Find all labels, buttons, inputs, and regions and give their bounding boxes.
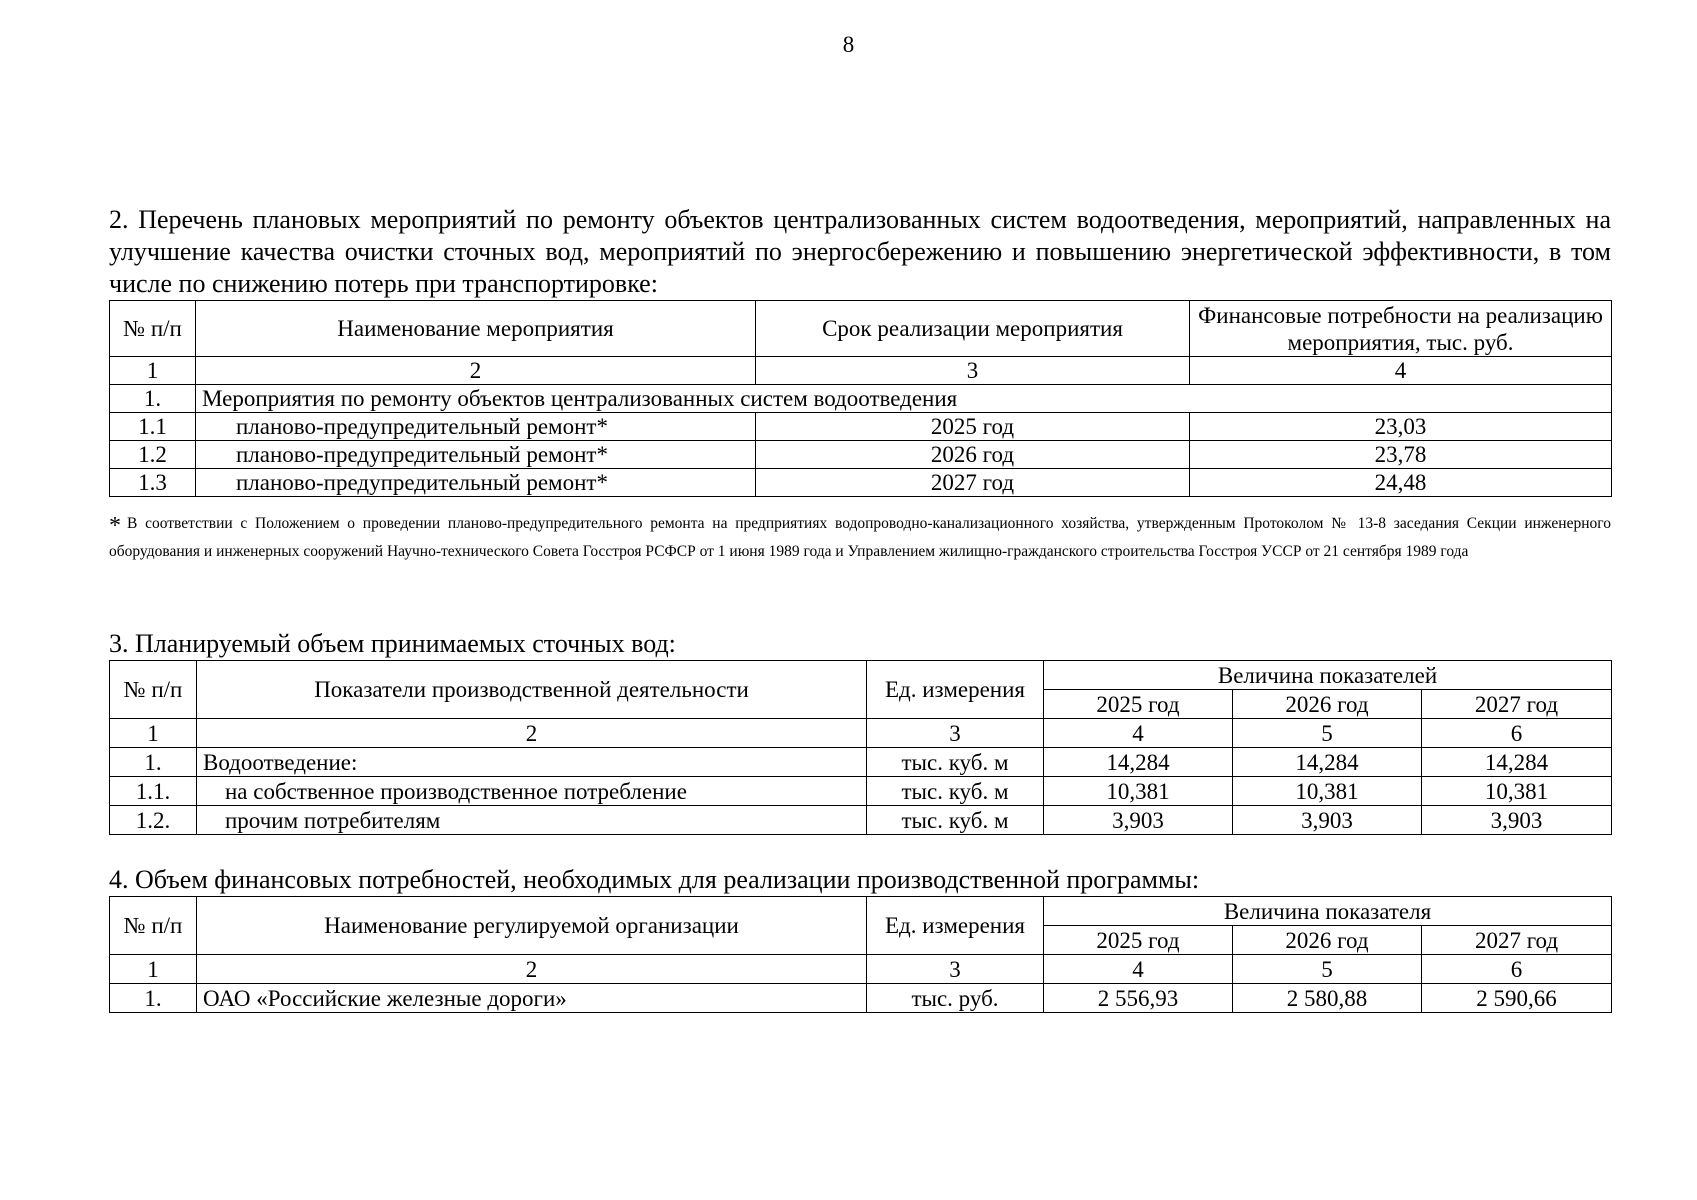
table-header-row (110, 301, 1612, 357)
row-value-2025: 2 556,93 (1044, 984, 1233, 1013)
row-unit: тыс. куб. м (867, 806, 1044, 835)
index-cell: 3 (867, 719, 1044, 748)
header-measure-name: Наименование мероприятия (196, 301, 756, 357)
index-cell: 6 (1422, 955, 1612, 984)
row-organization: ОАО «Российские железные дороги» (197, 984, 867, 1013)
header-year: 2025 год (1044, 926, 1233, 955)
row-term: 2027 год (756, 469, 1190, 497)
row-amount: 24,48 (1190, 469, 1612, 497)
index-cell: 4 (1044, 955, 1233, 984)
section-2 (109, 204, 1611, 564)
row-term: 2025 год (756, 413, 1190, 441)
header-year: 2027 год (1422, 926, 1612, 955)
section-4-heading: 4. Объем финансовых потребностей, необходимых для реализации производственной программы: (109, 865, 1200, 894)
row-value-2025: 14,284 (1044, 748, 1233, 777)
group-title: Мероприятия по ремонту объектов централизованных систем водоотведения (196, 385, 1612, 413)
table-row (110, 748, 1612, 777)
row-amount: 23,78 (1190, 441, 1612, 469)
index-cell: 4 (1044, 719, 1233, 748)
table-row (110, 984, 1612, 1013)
index-cell: 1 (110, 719, 197, 748)
table-index-row (110, 719, 1612, 748)
index-cell: 5 (1233, 955, 1422, 984)
page-number: 8 (842, 32, 855, 57)
table-index-row (110, 357, 1612, 385)
header-year: 2025 год (1044, 690, 1233, 719)
table-group-row (110, 385, 1612, 413)
table-header-row (110, 661, 1612, 690)
index-cell: 4 (1190, 357, 1612, 385)
row-unit: тыс. куб. м (867, 777, 1044, 806)
row-value-2027: 10,381 (1422, 777, 1612, 806)
wastewater-volume-table (109, 660, 1612, 835)
header-unit: Ед. измерения (867, 897, 1044, 955)
index-cell: 2 (197, 719, 867, 748)
row-num: 1. (110, 984, 197, 1013)
row-name: прочим потребителям (197, 806, 867, 835)
index-cell: 3 (756, 357, 1190, 385)
footnote (109, 511, 1611, 564)
table-row (110, 806, 1612, 835)
repair-measures-table (109, 300, 1612, 497)
row-num: 1.2 (110, 441, 196, 469)
row-num: 1.1 (110, 413, 196, 441)
row-value-2026: 2 580,88 (1233, 984, 1422, 1013)
index-cell: 3 (867, 955, 1044, 984)
row-value-2027: 3,903 (1422, 806, 1612, 835)
table-row (110, 441, 1612, 469)
header-indicator: Показатели производственной деятельности (197, 661, 867, 719)
index-cell: 5 (1233, 719, 1422, 748)
row-name: планово-предупредительный ремонт* (196, 469, 756, 497)
row-value-2026: 10,381 (1233, 777, 1422, 806)
table-index-row (110, 955, 1612, 984)
row-unit: тыс. куб. м (867, 748, 1044, 777)
row-name: Водоотведение: (197, 748, 867, 777)
section-3 (109, 628, 1611, 835)
index-cell: 6 (1422, 719, 1612, 748)
table-row (110, 469, 1612, 497)
row-num: 1.2. (110, 806, 197, 835)
header-unit: Ед. измерения (867, 661, 1044, 719)
footnote-mark: * (109, 513, 121, 539)
header-num: № п/п (110, 301, 196, 357)
row-value-2026: 3,903 (1233, 806, 1422, 835)
index-cell: 1 (110, 955, 197, 984)
row-unit: тыс. руб. (867, 984, 1044, 1013)
footnote-text: В соответствии с Положением о проведении планово-предупредительного ремонта на предприятиях водопроводно-канализационного хозяйства, утвержденным Протоколом № 13-8 заседания Секции инженерного оборудования и инженерных сооружений Научно-технического Совета Госстроя РСФСР от 1 июня 1989 года и Управлением жилищно-гражданского строительства Госстроя УССР от 21 сентября 1989 года (109, 515, 1611, 560)
header-year: 2027 год (1422, 690, 1612, 719)
table-row (110, 777, 1612, 806)
header-values-group: Величина показателей (1044, 661, 1612, 690)
index-cell: 2 (196, 357, 756, 385)
header-year: 2026 год (1233, 690, 1422, 719)
financial-needs-table (109, 896, 1612, 1013)
row-value-2027: 14,284 (1422, 748, 1612, 777)
header-num: № п/п (110, 897, 197, 955)
header-num: № п/п (110, 661, 197, 719)
row-value-2025: 3,903 (1044, 806, 1233, 835)
table-row (110, 413, 1612, 441)
row-num: 1. (110, 748, 197, 777)
index-cell: 2 (197, 955, 867, 984)
header-year: 2026 год (1233, 926, 1422, 955)
row-value-2027: 2 590,66 (1422, 984, 1612, 1013)
header-values-group: Величина показателя (1044, 897, 1612, 926)
row-amount: 23,03 (1190, 413, 1612, 441)
index-cell: 1 (110, 357, 196, 385)
section-3-heading: 3. Планируемый объем принимаемых сточных вод: (109, 629, 676, 658)
row-name: планово-предупредительный ремонт* (196, 441, 756, 469)
group-num: 1. (110, 385, 196, 413)
header-term: Срок реализации мероприятия (756, 301, 1190, 357)
row-value-2025: 10,381 (1044, 777, 1233, 806)
header-organization: Наименование регулируемой организации (197, 897, 867, 955)
row-name: на собственное производственное потребление (197, 777, 867, 806)
row-name: планово-предупредительный ремонт* (196, 413, 756, 441)
section-4 (109, 864, 1611, 1013)
row-num: 1.3 (110, 469, 196, 497)
table-header-row (110, 897, 1612, 926)
row-term: 2026 год (756, 441, 1190, 469)
row-num: 1.1. (110, 777, 197, 806)
row-value-2026: 14,284 (1233, 748, 1422, 777)
header-finance: Финансовые потребности на реализацию мероприятия, тыс. руб. (1190, 301, 1612, 357)
section-2-heading: 2. Перечень плановых мероприятий по ремонту объектов централизованных систем водоотведения, мероприятий, направленных на улучшение качества очистки сточных вод, мероприятий по энергосбережению и повышению энергетической эффективности, в том числе по снижению потерь при транспортировке: (109, 205, 1611, 298)
